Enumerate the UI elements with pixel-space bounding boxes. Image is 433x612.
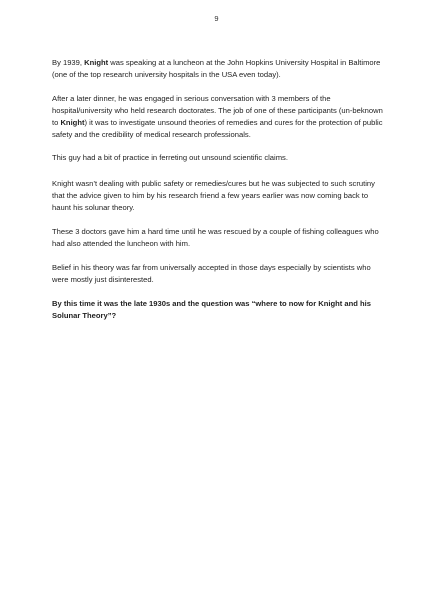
page-content [52, 57, 387, 323]
paragraph-7-bold-question: By this time it was the late 1930s and the question was “where to now for Knight and his Solunar Theory”? [52, 299, 371, 321]
paragraph-1-bold-name: Knight [84, 58, 109, 67]
paragraph-2-text-a: After a later dinner, he was engaged in serious conversation with 3 members of the hospital/university who held research doctorates. The job of one of these participants (un-beknown to [52, 94, 383, 128]
paragraph-2-bold-name: Knight [60, 118, 85, 128]
paragraph-1-text-a: By 1939, [52, 58, 85, 67]
paragraph-6: Belief in his theory was far from universally accepted in those days especially by scientists who were mostly just disinterested. [52, 263, 371, 285]
paragraph-3: This guy had a bit of practice in ferreting out unsound scientific claims. [52, 152, 288, 162]
paragraph-1 [52, 57, 387, 81]
paragraph-4: Knight wasn’t dealing with public safety or remedies/cures but he was subjected to such scrutiny that the advice given to him by his research friend a few years earlier was now coming back to haunt his solunar theory. [52, 178, 375, 212]
page-number: 9 [214, 14, 219, 23]
paragraph-2-text-b: ) it was to investigate unsound theories of remedies and cures for the protection of public safety and the credibility of medical research professionals. [52, 118, 383, 140]
paragraph-1-text-b: was speaking at a luncheon at the John Hopkins University Hospital in Baltimore (one of the top research university hospitals in the USA even today). [52, 58, 381, 80]
paragraph-2 [52, 93, 387, 141]
paragraph-5: These 3 doctors gave him a hard time until he was rescued by a couple of fishing colleagues who had also attended the luncheon with him. [52, 226, 379, 249]
